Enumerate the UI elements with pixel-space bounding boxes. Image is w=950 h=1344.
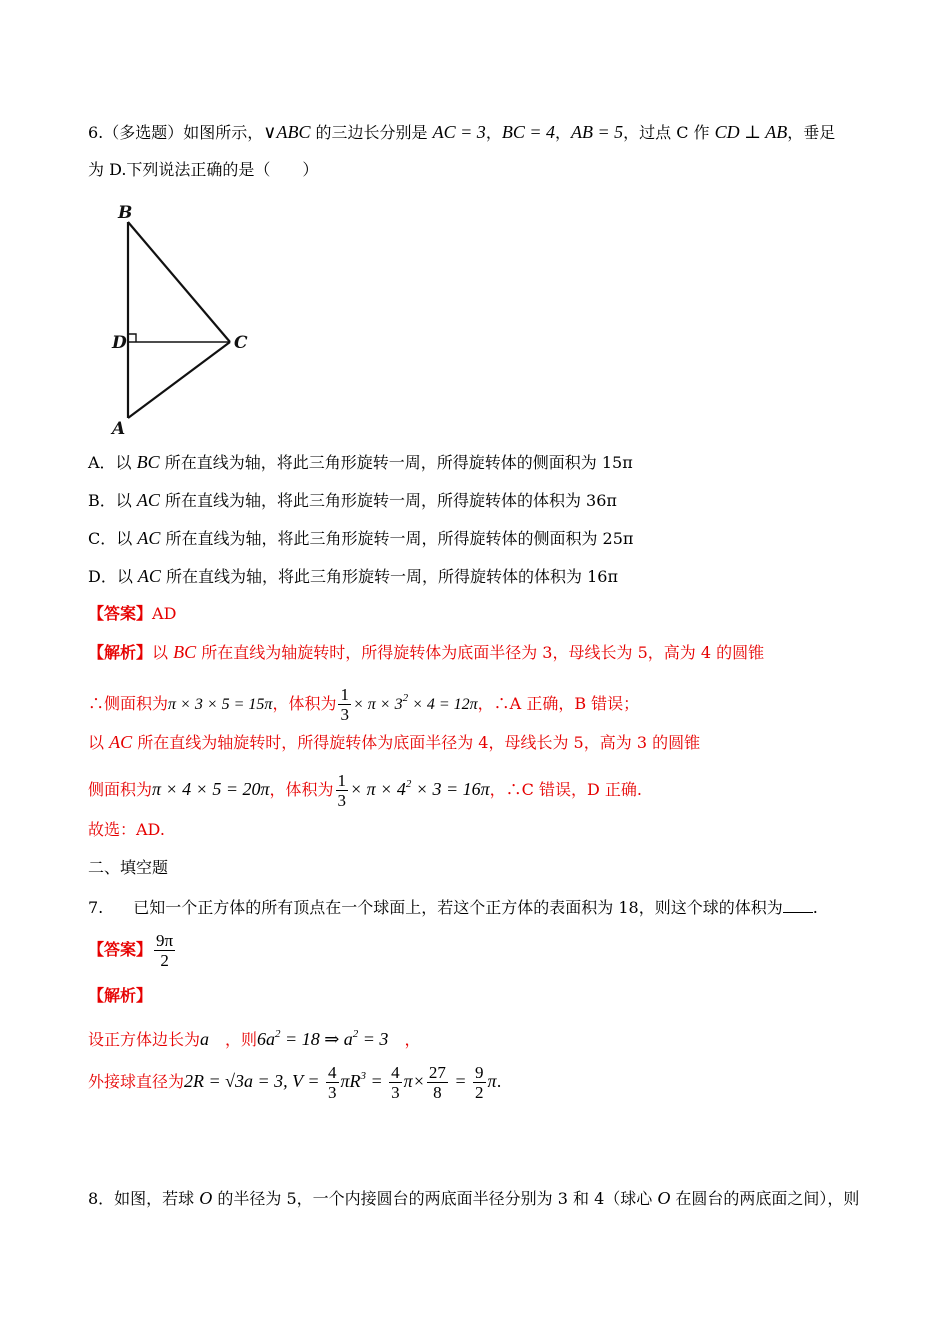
expr-part: = 3 <box>358 1029 389 1049</box>
option-text: 所在直线为轴，将此三角形旋转一周，所得旋转体的侧面积为 25π <box>160 529 634 548</box>
fraction-num: 1 <box>340 685 349 704</box>
q7-answer <box>88 928 177 972</box>
q6-stem-line2: 为 D.下列说法正确的是（ ） <box>88 160 319 179</box>
option-letter: A．以 <box>88 453 137 472</box>
option-letter: C．以 <box>88 529 138 548</box>
analysis-text: ，体积为 <box>269 780 334 799</box>
option-c <box>88 528 633 549</box>
analysis-axis: AC <box>109 732 133 752</box>
exponent: 2 <box>275 1028 281 1040</box>
fraction-den: 3 <box>391 1083 400 1102</box>
fraction-num: 1 <box>337 771 347 790</box>
q6-analysis-1 <box>88 642 764 663</box>
expr-part: = 18 ⇒ a <box>280 1029 353 1049</box>
variable-a: a <box>200 1029 210 1049</box>
option-letter: B．以 <box>88 491 137 510</box>
segment-ac <box>128 342 230 418</box>
equation <box>257 1029 388 1049</box>
expr <box>341 1071 388 1091</box>
fraction-den: 3 <box>340 705 349 724</box>
segment-bc <box>128 222 230 342</box>
sphere-center-o: O <box>199 1188 213 1208</box>
lateral-area-expr: π × 3 × 5 = 15π <box>168 696 273 713</box>
answer-value: AD <box>152 604 177 623</box>
expr-part: πR <box>340 1071 361 1091</box>
q8-stem-text: 在圆台的两底面之间），则 <box>670 1189 860 1208</box>
fraction <box>326 1063 339 1102</box>
option-text: 所在直线为轴，将此三角形旋转一周，所得旋转体的体积为 16π <box>160 567 618 586</box>
analysis-text: ∴侧面积为 <box>88 694 169 713</box>
q6-ab: AB = 5 <box>571 122 624 142</box>
fraction-num: 9π <box>156 931 174 950</box>
q6-stem-text: 的三边长分别是 <box>310 123 433 142</box>
option-b <box>88 490 617 511</box>
fraction-den: 3 <box>328 1083 337 1102</box>
q6-answer <box>88 604 176 624</box>
q6-analysis-4 <box>88 766 642 810</box>
option-axis: AC <box>136 490 160 510</box>
expr-part: × π × 3 <box>352 696 403 713</box>
q8-stem-text: 的半径为 5，一个内接圆台的两底面半径分别为 3 和 4（球心 <box>212 1189 658 1208</box>
q6-stem-text: ，过点 C 作 <box>623 123 715 142</box>
option-d <box>88 566 618 587</box>
fraction-num: 4 <box>391 1063 400 1082</box>
q6-number: 6. <box>88 123 104 142</box>
q6-analysis-2 <box>88 680 639 724</box>
q6-bc: BC = 4 <box>501 122 555 142</box>
q7-number: 7. <box>88 898 104 917</box>
analysis-text: ，则 <box>225 1030 258 1049</box>
analysis-label: 【解析】 <box>88 643 153 662</box>
q6-tag: （多选题） <box>103 123 184 142</box>
triangle-figure <box>108 200 258 440</box>
option-text: 所在直线为轴，将此三角形旋转一周，所得旋转体的侧面积为 15π <box>159 453 633 472</box>
fraction <box>389 1063 402 1102</box>
fraction-num: 4 <box>328 1063 337 1082</box>
label-d: D <box>112 333 127 353</box>
analysis-axis: BC <box>173 642 197 662</box>
volume-expr <box>350 779 490 799</box>
analysis-text: 侧面积为 <box>88 780 153 799</box>
expr-part: π <box>487 1071 497 1091</box>
fraction-den: 8 <box>433 1083 442 1102</box>
q7-stem-text: 已知一个正方体的所有顶点在一个球面上，若这个正方体的表面积为 18，则这个球的体积为 <box>133 898 783 917</box>
answer-fraction <box>154 931 175 970</box>
q8-stem <box>88 1188 859 1209</box>
q6-ac: AC = 3 <box>432 122 486 142</box>
option-text: 所在直线为轴，将此三角形旋转一周，所得旋转体的体积为 36π <box>159 491 617 510</box>
expr-part: 6a <box>257 1029 276 1049</box>
q6-stem-line1: 6.（多选题）如图所示，∨ABC 的三边长分别是 AC = 3，BC = 4，AB = 5，过点 C 作 CD ⊥ AB，垂足 <box>88 122 836 142</box>
fraction-den: 3 <box>337 791 347 810</box>
fraction <box>336 771 349 810</box>
lateral-area-expr: π × 4 × 5 = 20π <box>152 779 270 799</box>
triangle-diagram <box>108 200 258 440</box>
fraction-num: 9 <box>475 1063 484 1082</box>
right-angle-mark <box>128 334 136 342</box>
analysis-text: 以 <box>152 643 174 662</box>
option-axis: AC <box>137 528 161 548</box>
fraction-den: 2 <box>160 951 169 970</box>
option-axis: BC <box>136 452 160 472</box>
exponent: 3 <box>360 1070 367 1082</box>
expr-part: × π × 4 <box>350 779 406 799</box>
option-axis: AC <box>137 566 161 586</box>
fraction <box>338 685 351 724</box>
exponent: 2 <box>405 778 412 790</box>
exponent: 2 <box>352 1028 359 1040</box>
fraction-num: 27 <box>428 1063 446 1082</box>
diameter-volume-expr <box>184 1071 324 1091</box>
sphere-center-o: O <box>657 1188 671 1208</box>
analysis-text: ，体积为 <box>272 694 337 713</box>
fraction <box>427 1063 448 1102</box>
q6-stem-text: ，垂足 <box>787 123 836 142</box>
label-a: A <box>112 419 126 439</box>
section-heading: 二、填空题 <box>88 858 169 877</box>
expr-part: × 4 = 12π <box>408 696 478 713</box>
analysis-text: 设正方体边长为 <box>88 1030 201 1049</box>
analysis-text: 外接球直径为 <box>88 1072 185 1091</box>
answer-label: 【答案】 <box>88 604 153 623</box>
option-a <box>88 452 633 473</box>
expr-part: = <box>449 1071 471 1091</box>
analysis-text: . <box>496 1072 502 1091</box>
q6-analysis-3 <box>88 732 700 753</box>
option-letter: D．以 <box>88 567 138 586</box>
q6-stem-text: 如图所示， <box>183 123 264 142</box>
answer-blank <box>783 896 813 913</box>
q6-triangle: ∨ABC <box>263 122 311 142</box>
expr-part: = <box>366 1071 388 1091</box>
expr-part: 2R = √3a = 3, V = <box>184 1071 324 1091</box>
q7-analysis-1 <box>88 1024 420 1050</box>
exponent: 2 <box>402 692 409 704</box>
analysis-text: ，∴A 正确，B 错误； <box>477 694 640 713</box>
answer-label: 【答案】 <box>88 940 153 959</box>
analysis-text: 所在直线为轴旋转时，所得旋转体为底面半径为 3，母线长为 5，高为 4 的圆锥 <box>196 643 765 662</box>
analysis-text: ，∴C 错误，D 正确. <box>489 780 642 799</box>
expr-part: × 3 = 16π <box>411 779 490 799</box>
q7-stem-end: . <box>812 898 818 917</box>
q8-stem-text: 8．如图，若球 <box>88 1189 200 1208</box>
q7-analysis-label: 【解析】 <box>88 986 153 1005</box>
volume-expr <box>352 692 478 713</box>
fraction <box>473 1063 486 1102</box>
label-c: C <box>234 333 248 353</box>
analysis-text: 所在直线为轴旋转时，所得旋转体为底面半径为 4，母线长为 5，高为 3 的圆锥 <box>132 733 701 752</box>
expr-part: π× <box>403 1071 425 1091</box>
analysis-text: 以 <box>88 733 110 752</box>
q7-analysis-2 <box>88 1056 502 1102</box>
q7-stem <box>88 896 818 918</box>
q6-perp: CD ⊥ AB <box>714 122 788 142</box>
q6-conclusion: 故选：AD. <box>88 820 165 839</box>
label-b: B <box>118 203 133 223</box>
analysis-text: ， <box>404 1030 421 1049</box>
fraction-den: 2 <box>475 1083 484 1102</box>
